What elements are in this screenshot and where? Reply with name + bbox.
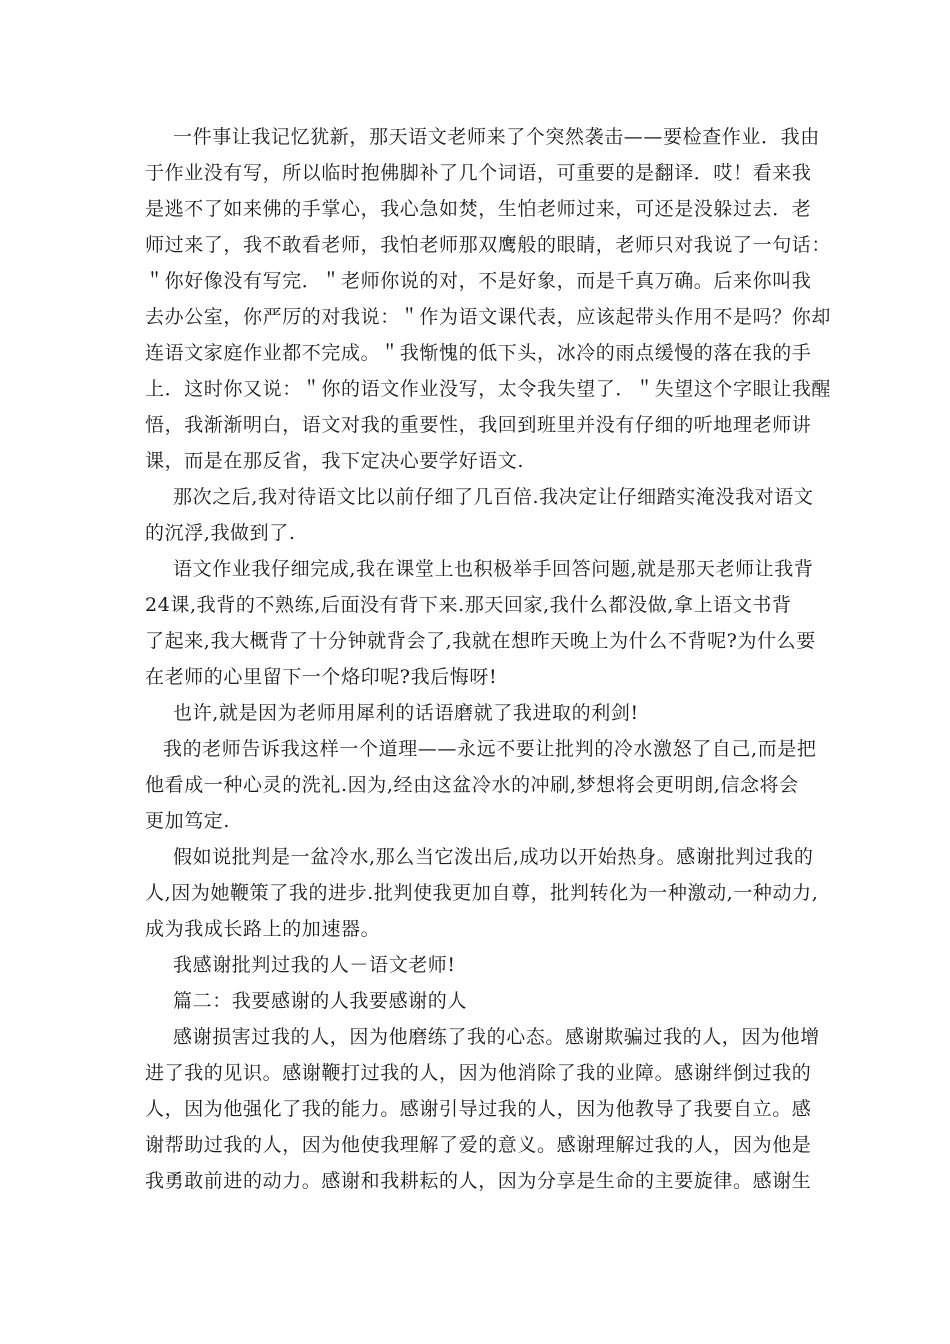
text-line: 人,因为她鞭策了我的进步.批判使我更加自尊，批判转化为一种激动,一种动力, bbox=[145, 882, 819, 904]
text-line: 是逃不了如来佛的手掌心，我心急如焚，生怕老师过来，可还是没躲过去．老 bbox=[145, 198, 812, 220]
text-line: 的沉浮,我做到了. bbox=[145, 522, 296, 544]
text-line: 感谢损害过我的人，因为他磨练了我的心态。感谢欺骗过我的人，因为他增 bbox=[173, 1026, 820, 1048]
text-line: 更加笃定. bbox=[145, 810, 231, 832]
text-line: 那次之后,我对待语文比以前仔细了几百倍.我决定让仔细踏实淹没我对语文 bbox=[173, 486, 814, 508]
text-line: 了起来,我大概背了十分钟就背会了,我就在想昨天晚上为什么不背呢?为什么要 bbox=[145, 630, 816, 652]
text-line: 上．这时你又说：＂你的语文作业没写，太令我失望了．＂失望这个字眼让我醒 bbox=[145, 378, 832, 400]
text-line: 谢帮助过我的人，因为他使我理解了爱的意义。感谢理解过我的人，因为他是 bbox=[145, 1134, 812, 1156]
text-line: 师过来了，我不敢看老师，我怕老师那双鹰般的眼睛，老师只对我说了一句话： bbox=[145, 234, 832, 256]
text-line: 进了我的见识。感谢鞭打过我的人，因为他消除了我的业障。感谢绊倒过我的 bbox=[145, 1062, 812, 1084]
text-line: 人，因为他强化了我的能力。感谢引导过我的人，因为他教导了我要自立。感 bbox=[145, 1098, 812, 1120]
text-line: 连语文家庭作业都不完成。＂我惭愧的低下头，冰冷的雨点缓慢的落在我的手 bbox=[145, 342, 812, 364]
text-line: 课，而是在那反省，我下定决心要学好语文. bbox=[145, 450, 525, 472]
text-line: 悟，我渐渐明白，语文对我的重要性，我回到班里并没有仔细的听地理老师讲 bbox=[145, 414, 812, 436]
text-line: ＂你好像没有写完．＂老师你说的对，不是好象，而是千真万确。后来你叫我 bbox=[145, 270, 812, 292]
text-line: 我感谢批判过我的人－语文老师! bbox=[173, 954, 456, 976]
text-line: 成为我成长路上的加速器。 bbox=[145, 918, 381, 940]
text-line: 在老师的心里留下一个烙印呢?我后悔呀! bbox=[145, 666, 498, 688]
text-line: 我勇敢前进的动力。感谢和我耕耘的人，因为分享是生命的主要旋律。感谢生 bbox=[145, 1170, 812, 1192]
text-line: 于作业没有写，所以临时抱佛脚补了几个词语，可重要的是翻译．哎！看来我 bbox=[145, 162, 812, 184]
text-line: 去办公室，你严厉的对我说：＂作为语文课代表，应该起带头作用不是吗？你却 bbox=[145, 306, 832, 328]
text-line: 他看成一种心灵的洗礼.因为,经由这盆冷水的冲刷,梦想将会更明朗,信念将会 bbox=[145, 774, 799, 796]
section-heading: 篇二：我要感谢的人我要感谢的人 bbox=[173, 990, 468, 1012]
text-line: 语文作业我仔细完成,我在课堂上也积极举手回答问题,就是那天老师让我背 bbox=[173, 558, 814, 580]
text-line: 我的老师告诉我这样一个道理——永远不要让批判的冷水激怒了自己,而是把 bbox=[163, 738, 817, 760]
text-line: 假如说批判是一盆冷水,那么当它泼出后,成功以开始热身。感谢批判过我的 bbox=[173, 846, 814, 868]
text-line: 24课,我背的不熟练,后面没有背下来.那天回家,我什么都没做,拿上语文书背 bbox=[145, 594, 792, 616]
text-line: 一件事让我记忆犹新，那天语文老师来了个突然袭击——要检查作业．我由 bbox=[173, 126, 820, 148]
text-line: 也许,就是因为老师用犀利的话语磨就了我进取的利剑! bbox=[173, 702, 639, 724]
